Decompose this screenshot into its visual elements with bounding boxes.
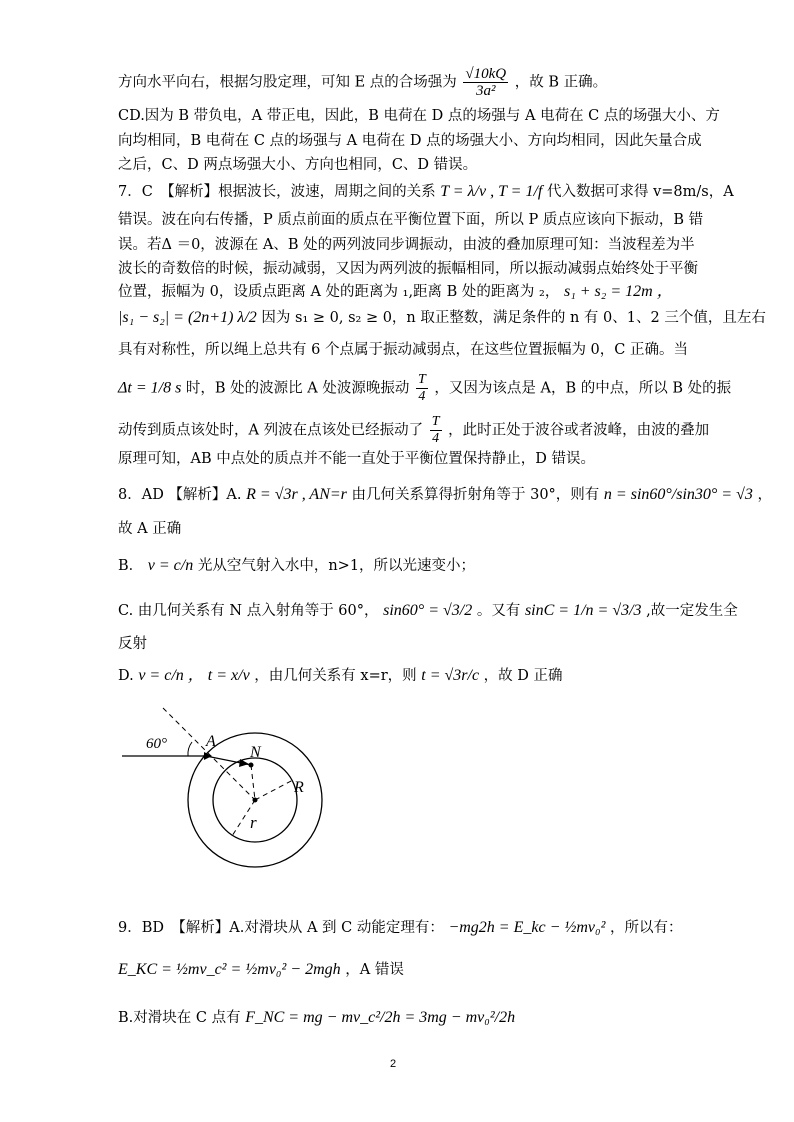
formula: E_KC = ½mv_c² = ½mv₀² − 2mgh <box>118 961 341 978</box>
formula: sin60° = √3/2 <box>383 602 473 619</box>
text-line: 方向水平向右，根据匀股定理，可知 E 点的合场强为 $\frac{√10kQ}{\text{3a²}}$ ，故 B 正确。 <box>118 66 608 99</box>
formula: s₁ + s₂ = 12m ， <box>563 283 673 300</box>
text-line: B． v = c/n 光从空气射入水中，n>1，所以光速变小； <box>118 557 476 574</box>
formula: Δt = 1/8 s <box>118 379 182 397</box>
center-point <box>253 798 258 803</box>
formula: F_NC = mg − mv_c²/2h = 3mg − mv₀²/2h <box>245 1009 516 1026</box>
text-line: 动传到质点该处时，A 列波在点该处已经振动了 $\frac{T}{4}$ ，此时正处于波谷或者波峰，由波的叠加 <box>118 414 710 446</box>
label-R: R <box>294 779 304 796</box>
text-line: B.对滑块在 C 点有 F_NC = mg − mv_c²/2h = 3mg − mv₀²/2h <box>118 1009 516 1026</box>
text-line: 8．AD 【解析】A. R = √3r , AN=r 由几何关系算得折射角等于 30°，则有 n = sin60°/sin30° = √3 ， <box>118 486 772 503</box>
formula: R = √3r , AN=r <box>246 486 347 503</box>
text-line: 原理可知，AB 中点处的质点并不能一直处于平衡位置保持静止，D 错误。 <box>118 451 595 467</box>
text-line: 误。若Δ ＝0，波源在 A、B 处的两列波同步调振动，由波的叠加原理可知：当波程差为半 <box>118 237 695 253</box>
text-line: CD.因为 B 带负电，A 带正电，因此，B 电荷在 D 点的场强与 A 电荷在 C 点的场强大小、方 <box>118 108 720 124</box>
formula: sinC = 1/n = √3/3 <box>524 602 642 619</box>
formula: −mg2h = E_kc − ½mv₀² <box>448 919 606 936</box>
text-line: E_KC = ½mv_c² = ½mv₀² − 2mgh ，A 错误 <box>118 961 404 978</box>
text-line: 反射 <box>118 636 147 652</box>
point-A <box>204 754 209 759</box>
text-line: 错误。波在向右传播，P 质点前面的质点在平衡位置下面，所以 P 质点应该向下振动，B 错 <box>118 212 704 228</box>
text-line: C. 由几何关系有 N 点入射角等于 60°， sin60° = √3/2 。又有 sinC = 1/n = √3/3 ,故一定发生全 <box>118 602 738 619</box>
label-N: N <box>250 744 261 761</box>
formula: n = sin60°/sin30° = √3 <box>603 486 753 503</box>
text-line: 波长的奇数倍的时候，振动减弱，又因为两列波的振幅相同，所以振动减弱点始终处于平衡 <box>118 261 698 277</box>
label-r: r <box>250 813 257 832</box>
refraction-diagram <box>118 700 378 890</box>
formula: v = c/n ， t = x/v <box>138 667 250 684</box>
text-line: 故 A 正确 <box>118 521 182 537</box>
text-line: D. v = c/n ， t = x/v ，由几何关系有 x=r，则 t = √3r/c ，故 D 正确 <box>118 667 563 684</box>
text-line: 具有对称性，所以绳上总共有 6 个点属于振动减弱点，在这些位置振幅为 0，C 正确。当 <box>118 342 688 358</box>
fraction: $\frac{T}{4}$ <box>431 414 440 446</box>
text-line: 之后，C、D 两点场强大小、方向也相同，C、D 错误。 <box>118 157 478 173</box>
page-number: 2 <box>390 1058 397 1070</box>
radius-line <box>255 780 293 800</box>
text-line: 9．BD 【解析】A.对滑块从 A 到 C 动能定理有： −mg2h = E_kc − ½mv₀² ，所以有： <box>118 919 683 936</box>
text-line: |s₁ − s₂| = (2n+1) λ/2 因为 s₁ ≥ 0, s₂ ≥ 0，n 取正整数，满足条件的 n 有 0、1、2 三个值，且左右 <box>118 309 766 326</box>
normal-line <box>251 765 255 800</box>
formula: v = c/n <box>147 557 194 574</box>
text-line: Δt = 1/8 s 时，B 处的波源比 A 处波源晚振动 $\frac{T}{4}$ ，又因为该点是 A，B 的中点，所以 B 处的振 <box>118 372 732 404</box>
text-line: 位置，振幅为 0，设质点距离 A 处的距离为 ₁,距离 B 处的距离为 ₂， s₁ + s₂ = 12m ， <box>118 283 673 300</box>
normal-line <box>163 708 255 800</box>
point-N <box>249 763 254 768</box>
arrow-head <box>239 759 249 767</box>
label-A: A <box>206 733 216 750</box>
formula: T = λ/v , T = 1/f <box>440 183 543 200</box>
text-line: 7．C 【解析】根据波长，波速，周期之间的关系 T = λ/v , T = 1/f 代入数据可求得 v=8m/s，A <box>118 183 734 200</box>
fraction: $\frac{√10kQ}{\text{3a²}}$ <box>465 66 507 99</box>
fraction: $\frac{T}{4}$ <box>418 372 426 404</box>
text-line: 向均相同，B 电荷在 C 点的场强与 A 电荷在 D 点的场强大小、方向均相同，因此矢量合成 <box>118 133 702 149</box>
angle-label: 60° <box>146 736 167 752</box>
angle-arc <box>188 742 192 756</box>
formula: |s₁ − s₂| = (2n+1) λ/2 <box>118 309 257 326</box>
formula: t = √3r/c <box>421 667 480 684</box>
